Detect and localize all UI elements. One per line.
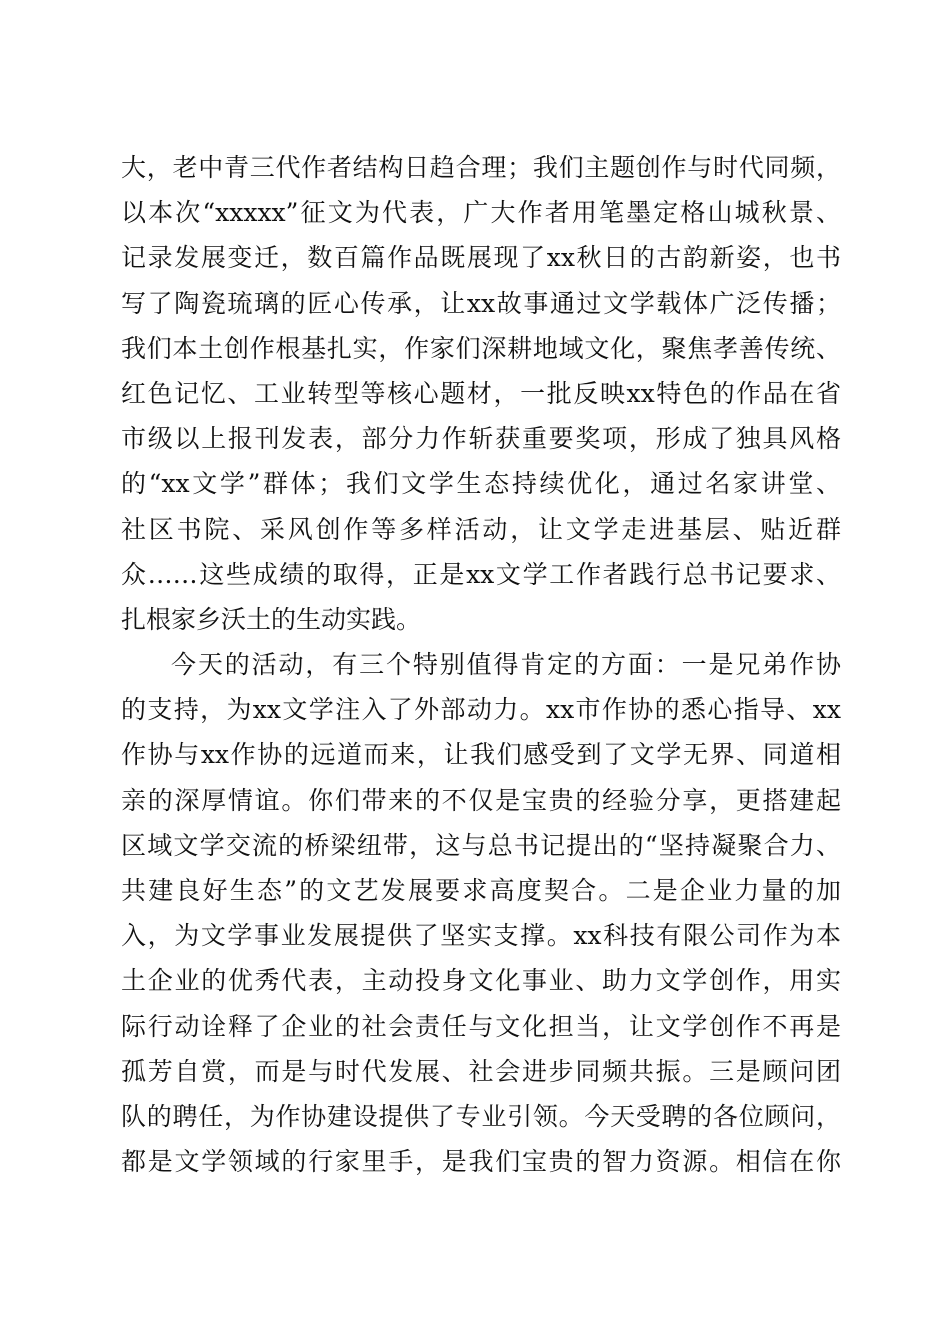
text-line: 入，为文学事业发展提供了坚实支撑。xx科技有限公司作为本 <box>121 921 841 951</box>
text-line: 孤芳自赏，而是与时代发展、社会进步同频共振。三是顾问团 <box>121 1056 841 1086</box>
text-line: 亲的深厚情谊。你们带来的不仅是宝贵的经验分享，更搭建起 <box>121 785 841 815</box>
text-line: 我们本土创作根基扎实，作家们深耕地域文化，聚焦孝善传统、 <box>121 333 841 363</box>
text-line: 今天的活动，有三个特别值得肯定的方面：一是兄弟作协 <box>171 650 841 680</box>
paragraph-1 <box>121 145 841 642</box>
text-line: 共建良好生态”的文艺发展要求高度契合。二是企业力量的加 <box>121 876 841 905</box>
text-line: 众……这些成绩的取得，正是xx文学工作者践行总书记要求、 <box>121 559 841 589</box>
text-line: 作协与xx作协的远道而来，让我们感受到了文学无界、同道相 <box>121 740 841 770</box>
text-line: 大，老中青三代作者结构日趋合理；我们主题创作与时代同频， <box>121 153 841 182</box>
text-line: 都是文学领域的行家里手，是我们宝贵的智力资源。相信在你 <box>121 1147 841 1177</box>
text-line: 记录发展变迁，数百篇作品既展现了xx秋日的古韵新姿，也书 <box>121 243 841 273</box>
paragraph-2 <box>121 642 841 1184</box>
text-line: 扎根家乡沃土的生动实践。 <box>121 604 422 634</box>
text-line: 土企业的优秀代表，主动投身文化事业、助力文学创作，用实 <box>121 966 841 996</box>
text-line: 队的聘任，为作协建设提供了专业引领。今天受聘的各位顾问， <box>121 1101 841 1131</box>
text-line: 以本次“xxxxx”征文为代表，广大作者用笔墨定格山城秋景、 <box>121 198 841 228</box>
text-line: 际行动诠释了企业的社会责任与文化担当，让文学创作不再是 <box>121 1011 841 1041</box>
text-line: 的支持，为xx文学注入了外部动力。xx市作协的悉心指导、xx <box>121 695 841 725</box>
text-line: 红色记忆、工业转型等核心题材，一批反映xx特色的作品在省 <box>121 378 841 408</box>
document-body <box>121 145 841 1184</box>
text-line: 区域文学交流的桥梁纽带，这与总书记提出的“坚持凝聚合力、 <box>121 830 841 860</box>
text-line: 市级以上报刊发表，部分力作斩获重要奖项，形成了独具风格 <box>121 424 841 454</box>
text-line: 社区书院、采风创作等多样活动，让文学走进基层、贴近群 <box>121 514 841 544</box>
text-line: 的“xx文学”群体；我们文学生态持续优化，通过名家讲堂、 <box>121 469 841 499</box>
text-line: 写了陶瓷琉璃的匠心传承，让xx故事通过文学载体广泛传播； <box>121 288 841 318</box>
